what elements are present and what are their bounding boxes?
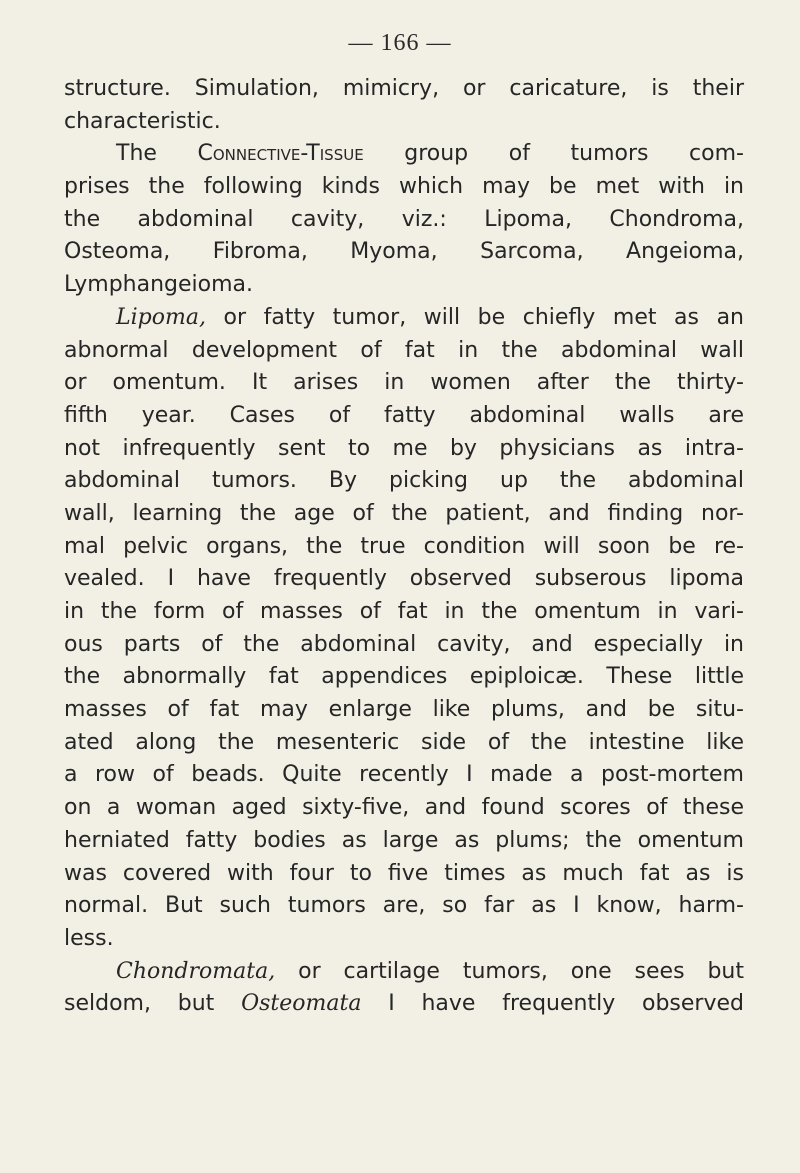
- text-run: The: [116, 141, 198, 167]
- text-line: [64, 988, 744, 1021]
- italic-term: Chondromata,: [116, 958, 276, 984]
- text-line: masses of fat may enlarge like plums, and be situ-: [64, 697, 744, 723]
- text-line: a row of beads. Quite recently I made a post-mortem: [64, 762, 744, 788]
- text-line: ous parts of the abdominal cavity, and especially in: [64, 631, 744, 657]
- text-line: [64, 956, 744, 989]
- text-run: I have frequently observed: [361, 991, 744, 1017]
- text-line: in the form of masses of fat in the omentum in vari-: [64, 599, 744, 624]
- text-line: mal pelvic organs, the true condition will soon be re-: [64, 533, 744, 559]
- text-line: prises the following kinds which may be met with in: [64, 174, 744, 200]
- text-line: wall, learning the age of the patient, and finding nor-: [64, 500, 744, 526]
- text-line: [64, 138, 744, 171]
- text-line: the abnormally fat appendices epiploicæ. These little: [64, 664, 744, 690]
- text-run: or fatty tumor, will be chiefly met as an: [205, 304, 744, 330]
- text-line: ated along the mesenteric side of the intestine like: [64, 729, 744, 755]
- text-line: on a woman aged sixty-five, and found scores of these: [64, 795, 744, 821]
- text-line: Osteoma, Fibroma, Myoma, Sarcoma, Angeioma,: [64, 239, 744, 265]
- text-line: characteristic.: [64, 108, 221, 134]
- text-line: or omentum. It arises in women after the thirty-: [64, 370, 744, 396]
- text-run: seldom, but: [64, 991, 242, 1017]
- page-number: — 166 —: [348, 30, 452, 56]
- section-term: Connective-Tissue: [197, 141, 364, 167]
- text-line: vealed. I have frequently observed subserous lipoma: [64, 566, 744, 592]
- body-text: [64, 73, 744, 1021]
- text-line: structure. Simulation, mimicry, or caricature, is their: [64, 76, 744, 101]
- text-line: abnormal development of fat in the abdominal wall: [64, 337, 744, 363]
- text-line: Lymphangeioma.: [64, 272, 253, 298]
- italic-term: Osteomata: [241, 991, 362, 1017]
- text-run: group of tumors com-: [363, 141, 744, 167]
- text-line: the abdominal cavity, viz.: Lipoma, Chondroma,: [64, 206, 744, 232]
- italic-term: Lipoma,: [116, 304, 206, 330]
- text-line: was covered with four to five times as much fat as is: [64, 860, 744, 886]
- text-line: normal. But such tumors are, so far as I know, harm-: [64, 893, 744, 919]
- text-line: fifth year. Cases of fatty abdominal walls are: [64, 402, 744, 428]
- text-line: [64, 302, 744, 335]
- text-line: herniated fatty bodies as large as plums; the omentum: [64, 827, 744, 853]
- text-run: or cartilage tumors, one sees but: [275, 958, 744, 984]
- text-line: abdominal tumors. By picking up the abdominal: [64, 468, 744, 494]
- text-line: not infrequently sent to me by physicians as intra-: [64, 435, 744, 461]
- text-line: less.: [64, 925, 114, 951]
